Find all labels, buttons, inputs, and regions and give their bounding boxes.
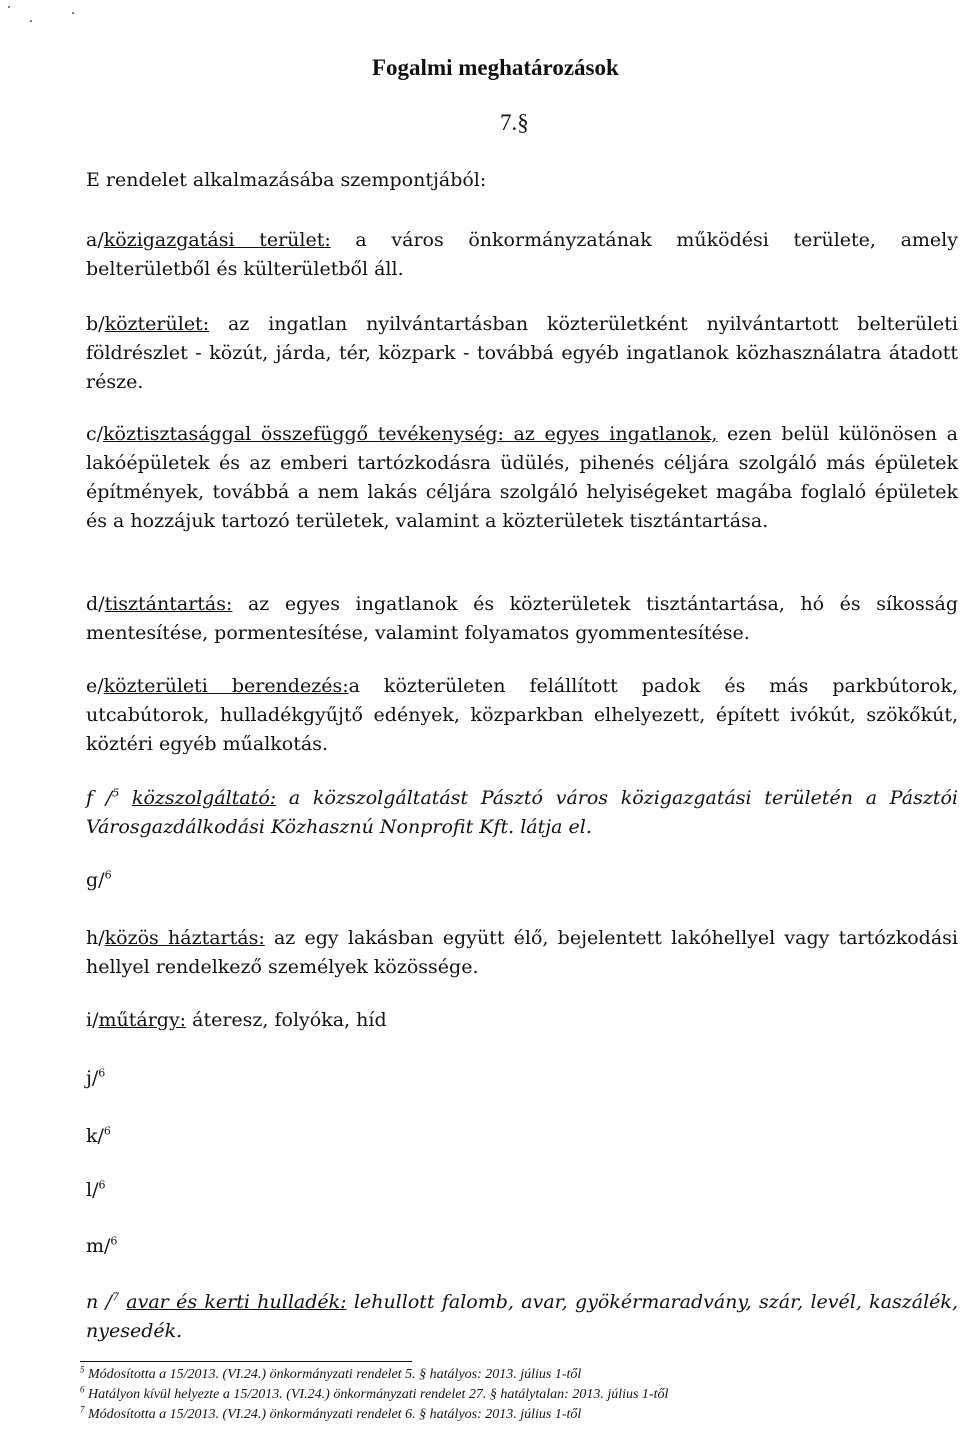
footnote-text: Hatályon kívül helyezte a 15/2013. (VI.24.) önkormányzati rendelet 27. § hatálytalan: 2013. július 1-től	[88, 1387, 669, 1402]
footnote-number: 6	[80, 1384, 85, 1395]
footnote-text: Módosította a 15/2013. (VI.24.) önkormányzati rendelet 6. § hatályos: 2013. július 1-től	[88, 1407, 582, 1422]
term: tisztántartás:	[104, 593, 233, 615]
item-label: c/	[86, 423, 104, 445]
term: közös háztartás:	[104, 927, 265, 949]
footnote-ref: 6	[110, 1234, 118, 1248]
footnote-ref: 6	[98, 1178, 106, 1192]
scan-speck	[72, 12, 74, 14]
term: köztisztasággal összefüggő tevékenység: az egyes ingatlanok,	[103, 423, 718, 445]
definition-text: az ingatlan nyilvántartásban közterületként nyilvántartott belterületi földrészlet - közút, járda, tér, közpark - továbbá egyéb ingatlanok közhasználatra átadott része.	[86, 313, 958, 393]
footnote-divider	[80, 1361, 412, 1362]
definition-text: a közterületen felállított padok és más parkbútorok, utcabútorok, hulladékgyűjtő edények, közparkban elhelyezett, épített ivókút, szökőkút, köztéri egyéb műalkotás.	[86, 675, 958, 755]
item-label: h/	[86, 927, 105, 949]
definition-c	[86, 420, 958, 536]
definition-text: áteresz, folyóka, híd	[186, 1009, 387, 1031]
footnote-ref: 7	[111, 1290, 119, 1304]
item-label: n /	[86, 1291, 112, 1313]
term: közigazgatási terület:	[103, 229, 331, 251]
item-label: m/	[86, 1235, 111, 1257]
definition-b	[86, 310, 958, 397]
footnote-ref: 5	[112, 786, 120, 800]
term: avar és kerti hulladék:	[126, 1291, 347, 1313]
footnote-ref: 6	[104, 868, 112, 882]
footnote-ref: 6	[103, 1124, 111, 1138]
term: közterületi berendezés:	[103, 675, 349, 697]
definition-text: lehullott falomb, avar, gyökérmaradvány, szár, levél, kaszálék, nyesedék.	[86, 1291, 958, 1342]
item-label: l/	[86, 1179, 99, 1201]
definition-text: a város önkormányzatának működési területe, amely belterületből és külterületből áll.	[86, 229, 958, 280]
footnote-ref: 6	[98, 1066, 106, 1080]
item-label: a/	[86, 229, 104, 251]
definition-text: ezen belül különösen a lakóépületek és az emberi tartózkodásra üdülés, pihenés céljára szolgáló más épületek építmények, továbbá a nem lakás céljára szolgáló helyiségeket magába foglaló épületek és a hozzájuk tartozó területek, valamint a közterületek tisztántartása.	[86, 423, 958, 532]
definition-d	[86, 590, 958, 648]
definition-l	[86, 1176, 105, 1205]
definition-i	[86, 1006, 387, 1035]
definition-m	[86, 1232, 117, 1261]
definition-g	[86, 866, 112, 895]
definition-e	[86, 672, 958, 759]
definition-f	[86, 784, 958, 842]
definition-text: az egy lakásban együtt élő, bejelentett lakóhellyel vagy tartózkodási hellyel rendelkező személyek közössége.	[86, 927, 958, 978]
definition-text: az egyes ingatlanok és közterületek tisztántartása, hó és síkosság mentesítése, pormentesítése, valamint folyamatos gyommentesítése.	[86, 593, 958, 644]
footnote-number: 7	[80, 1404, 85, 1415]
item-label: e/	[86, 675, 104, 697]
definition-n	[86, 1288, 958, 1346]
definition-a	[86, 226, 958, 284]
scan-speck	[30, 20, 32, 22]
footnote	[80, 1406, 581, 1424]
footnote-number: 5	[80, 1364, 85, 1375]
definition-k	[86, 1122, 111, 1151]
item-label: i/	[86, 1009, 99, 1031]
term: műtárgy:	[98, 1009, 187, 1031]
item-label: b/	[86, 313, 105, 335]
item-label: k/	[86, 1125, 104, 1147]
intro-text: E rendelet alkalmazásába szempontjából:	[86, 169, 487, 191]
item-label: f /	[86, 787, 113, 809]
item-label: j/	[86, 1067, 99, 1089]
item-label: d/	[86, 593, 105, 615]
footnote	[80, 1366, 581, 1384]
definition-h	[86, 924, 958, 982]
definition-text: a közszolgáltatást Pásztó város közigazgatási területén a Pásztói Városgazdálkodási Közhasznú Nonprofit Kft. látja el.	[86, 787, 958, 838]
scan-speck	[8, 6, 10, 8]
definition-j	[86, 1064, 105, 1093]
term: közterület:	[104, 313, 210, 335]
footnote-text: Módosította a 15/2013. (VI.24.) önkormányzati rendelet 5. § hatályos: 2013. július 1-től	[88, 1367, 582, 1382]
page-title: Fogalmi meghatározások	[372, 55, 619, 80]
section-number: 7.§	[500, 110, 529, 135]
item-label: g/	[86, 869, 105, 891]
term: közszolgáltató:	[131, 787, 277, 809]
footnote	[80, 1386, 668, 1404]
